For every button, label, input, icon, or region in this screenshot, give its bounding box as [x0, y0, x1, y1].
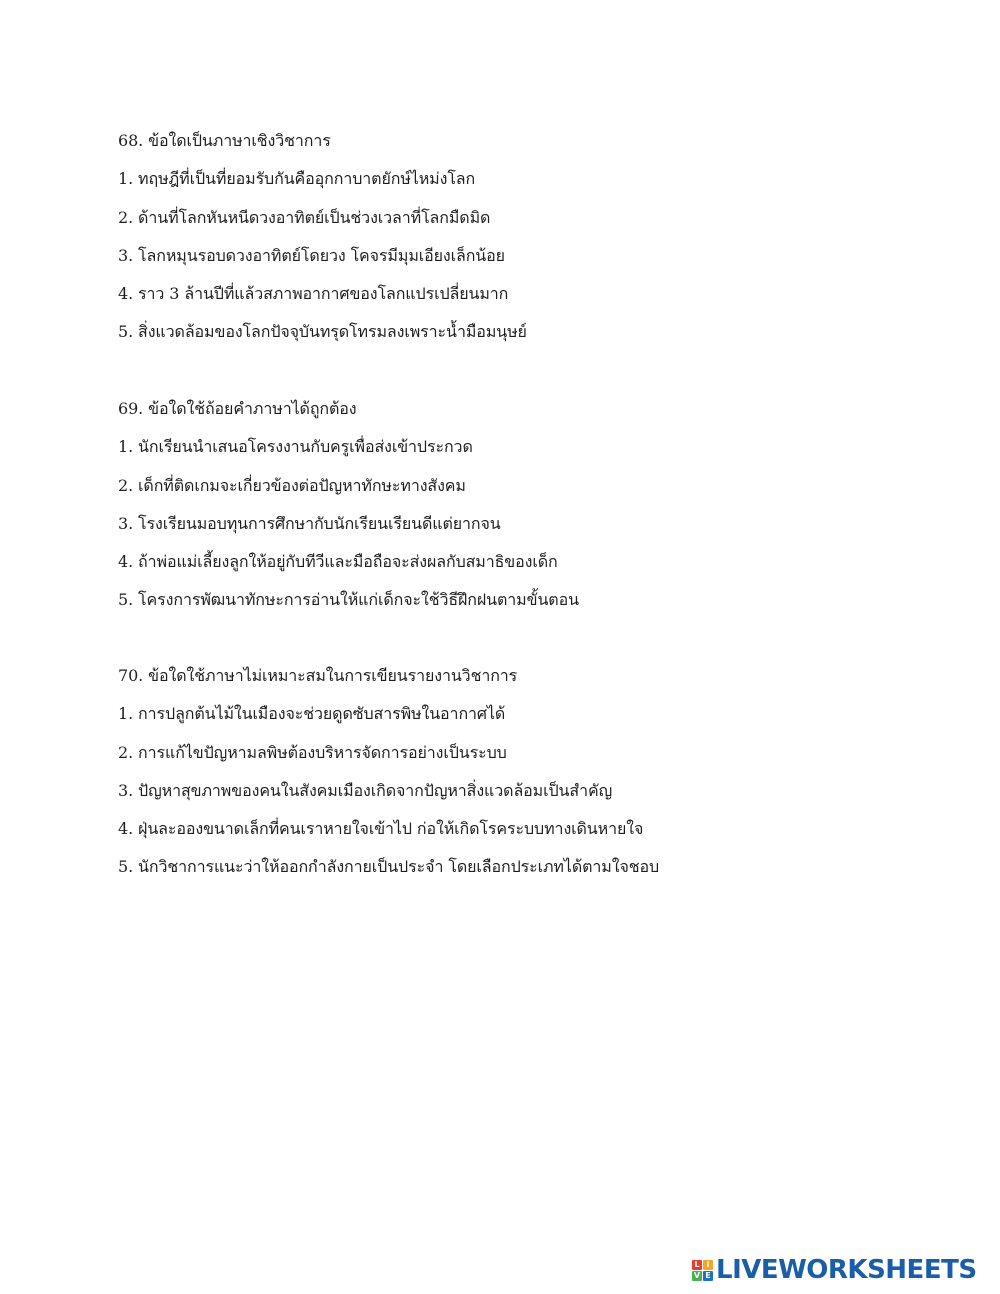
answer-option: 5. นักวิชาการแนะว่าให้ออกกำลังกายเป็นประจำ โดยเลือกประเภทได้ตามใจชอบ [118, 857, 660, 877]
answer-option: 3. โรงเรียนมอบทุนการศึกษากับนักเรียนเรียนดีแต่ยากจน [118, 513, 501, 533]
logo-text: LIVEWORKSHEETS [716, 1255, 977, 1285]
question-70 [118, 657, 738, 887]
answer-option: 4. ถ้าพ่อแม่เลี้ยงลูกให้อยู่กับทีวีและมือถือจะส่งผลกับสมาธิของเด็ก [118, 552, 558, 572]
logo-mark-icon [692, 1260, 713, 1281]
liveworksheets-logo [692, 1255, 977, 1285]
answer-option: 2. เด็กที่ติดเกมจะเกี่ยวข้องต่อปัญหาทักษะทางสังคม [118, 475, 466, 495]
question-title: 69. ข้อใดใช้ถ้อยคำภาษาได้ถูกต้อง [118, 399, 357, 418]
answer-option: 4. ฝุ่นละอองขนาดเล็กที่คนเราหายใจเข้าไป ก่อให้เกิดโรคระบบทางเดินหายใจ [118, 819, 644, 839]
answer-option: 1. การปลูกต้นไม้ในเมืองจะช่วยดูดซับสารพิษในอากาศได้ [118, 704, 506, 724]
logo-mark-letter: V [693, 1270, 701, 1280]
question-68 [118, 122, 738, 352]
question-69 [118, 390, 738, 620]
answer-option: 5. โครงการพัฒนาทักษะการอ่านให้แก่เด็กจะใช้วิธีฝึกฝนตามขั้นตอน [118, 590, 579, 610]
logo-mark-letter: L [692, 1260, 702, 1270]
answer-option: 3. โลกหมุนรอบดวงอาทิตย์โดยวง โคจรมีมุมเอียงเล็กน้อย [118, 245, 505, 265]
answer-option: 2. การแก้ไขปัญหามลพิษต้องบริหารจัดการอย่างเป็นระบบ [118, 742, 507, 762]
logo-mark-letter: E [703, 1271, 713, 1281]
answer-option: 1. นักเรียนนำเสนอโครงงานกับครูเพื่อส่งเข้าประกวด [118, 437, 473, 457]
question-title: 68. ข้อใดเป็นภาษาเชิงวิชาการ [118, 131, 331, 150]
answer-option: 1. ทฤษฎีที่เป็นที่ยอมรับกันคืออุกกาบาตยักษ์ไหม่งโลก [118, 169, 476, 189]
question-title: 70. ข้อใดใช้ภาษาไม่เหมาะสมในการเขียนรายงานวิชาการ [118, 666, 518, 685]
logo-mark-letter: I [703, 1260, 713, 1270]
answer-option: 3. ปัญหาสุขภาพของคนในสังคมเมืองเกิดจากปัญหาสิ่งแวดล้อมเป็นสำคัญ [118, 780, 613, 800]
answer-option: 4. ราว 3 ล้านปีที่แล้วสภาพอากาศของโลกแปรเปลี่ยนมาก [118, 284, 509, 304]
answer-option: 5. สิ่งแวดล้อมของโลกปัจจุบันทรุดโทรมลงเพราะน้ำมือมนุษย์ [118, 322, 527, 342]
answer-option: 2. ด้านที่โลกหันหนีดวงอาทิตย์เป็นช่วงเวลาที่โลกมืดมิด [118, 207, 491, 227]
